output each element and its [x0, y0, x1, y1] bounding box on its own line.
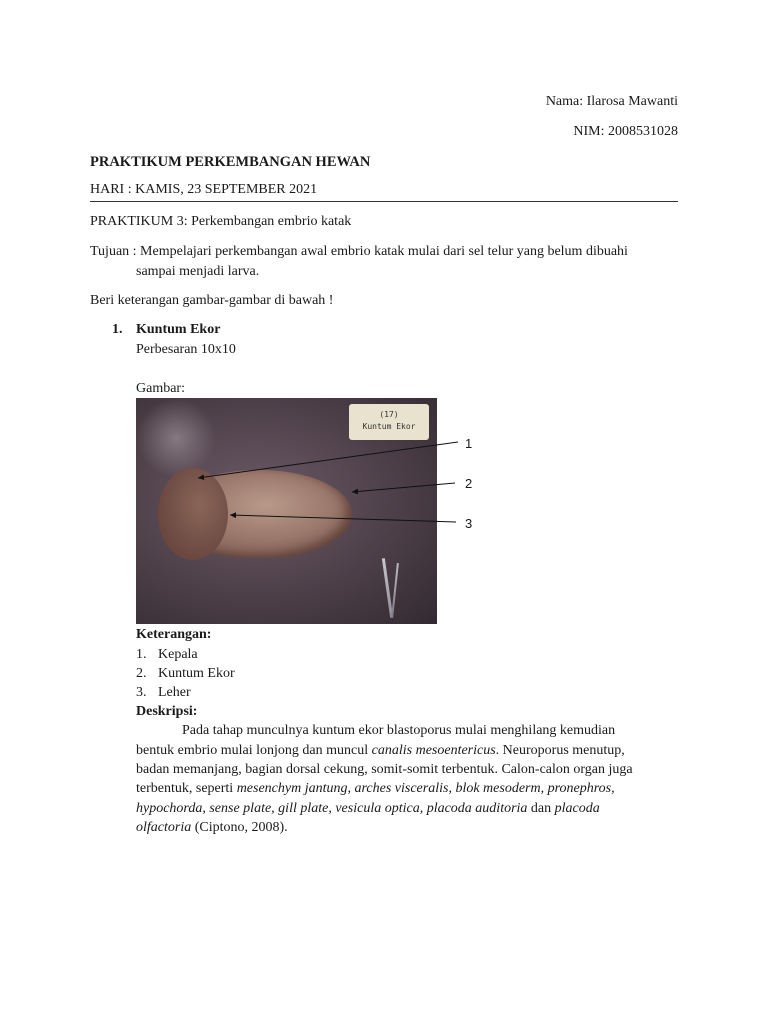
document-title: PRAKTIKUM PERKEMBANGAN HEWAN	[90, 154, 371, 170]
deskripsi-line-5: hypochorda, sense plate, gill plate, vesicula optica, placoda auditoria dan placoda	[136, 801, 600, 816]
tujuan-line-1: Tujuan : Mempelajari perkembangan awal embrio katak mulai dari sel telur yang belum dibuahi	[90, 244, 628, 259]
deskripsi-line-3: badan memanjang, bagian dorsal cekung, somit-somit terbentuk. Calon-calon organ juga	[136, 762, 633, 777]
magnification: Perbesaran 10x10	[136, 342, 236, 357]
praktikum-heading: PRAKTIKUM 3: Perkembangan embrio katak	[90, 214, 352, 229]
section-number: 1.	[112, 322, 123, 337]
keterangan-item: 1. Kepala	[136, 647, 198, 662]
instruction: Beri keterangan gambar-gambar di bawah !	[90, 293, 334, 308]
student-name: Nama: Ilarosa Mawanti	[545, 94, 678, 109]
section-title: Kuntum Ekor	[136, 322, 221, 337]
tujuan-line-2: sampai menjadi larva.	[136, 264, 260, 279]
arrow-3	[230, 515, 456, 522]
gambar-label: Gambar:	[136, 381, 185, 396]
deskripsi-line-2: bentuk embrio mulai lonjong dan muncul canalis mesoentericus. Neuroporus menutup,	[136, 743, 625, 758]
keterangan-item: 2. Kuntum Ekor	[136, 666, 235, 681]
deskripsi-line-1: Pada tahap munculnya kuntum ekor blastoporus mulai menghilang kemudian	[182, 723, 616, 738]
keterangan-title: Keterangan:	[136, 627, 212, 642]
specimen-label: (17) Kuntum Ekor	[349, 404, 429, 440]
arrow-label-1: 1	[465, 436, 473, 451]
arrow-2	[352, 483, 455, 492]
arrow-label-3: 3	[465, 516, 473, 531]
keterangan-item: 3. Leher	[136, 685, 191, 700]
student-nim: NIM: 2008531028	[573, 124, 678, 139]
arrow-label-2: 2	[465, 476, 473, 491]
deskripsi-title: Deskripsi:	[136, 704, 198, 719]
deskripsi-line-4: terbentuk, seperti mesenchym jantung, arches visceralis, blok mesoderm, pronephros,	[136, 781, 615, 796]
deskripsi-line-6: olfactoria (Ciptono, 2008).	[136, 820, 288, 835]
arrow-1	[198, 442, 458, 478]
date-line: HARI : KAMIS, 23 SEPTEMBER 2021	[90, 182, 318, 197]
